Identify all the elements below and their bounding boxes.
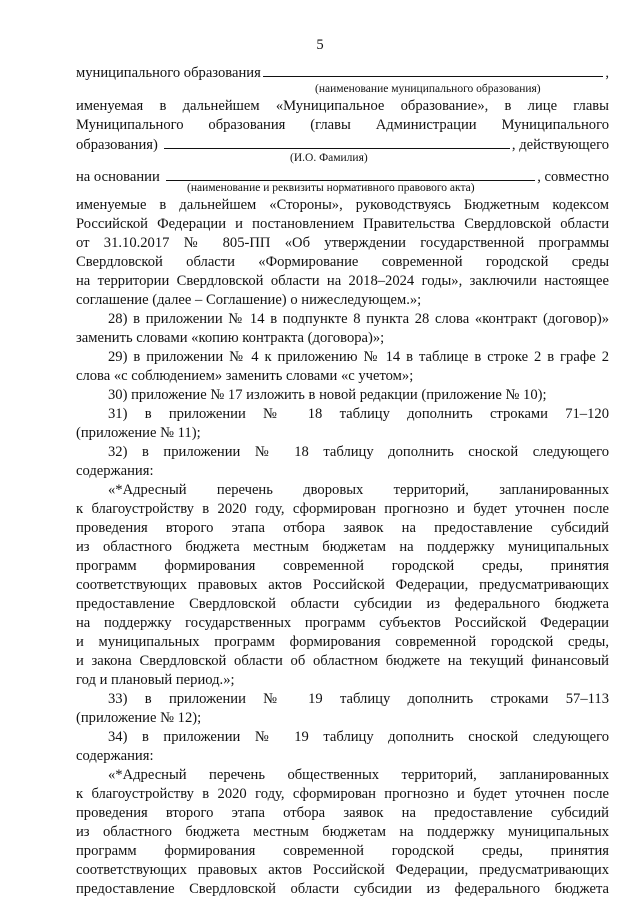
item-29-line: 29) в приложении № 4 к приложению № 14 в таблице в строке 2 в графе 2 — [108, 349, 609, 365]
item-31-line: (приложение № 11); — [76, 425, 201, 441]
header-line-2: именуемая в дальнейшем «Муниципальное образование», в лице главы — [76, 98, 609, 114]
footnote-32-line: год и плановый период.»; — [76, 672, 235, 688]
caption-legal-act: (наименование и реквизиты нормативного правового акта) — [187, 182, 475, 194]
footnote-34-line: проведения второго этапа отбора заявок на предоставление субсидий — [76, 805, 609, 821]
footnote-32-line: соответствующих правовых актов Российской Федерации, предусматривающих — [76, 577, 609, 593]
head-name-blank — [164, 134, 510, 149]
footnote-34-line: программ формирования современной городской среды, принятия — [76, 843, 609, 859]
footnote-34-line: соответствующих правовых актов Российской Федерации, предусматривающих — [76, 862, 609, 878]
footnote-32-line: проведения второго этапа отбора заявок на предоставление субсидий — [76, 520, 609, 536]
item-33-line: (приложение № 12); — [76, 710, 202, 726]
footnote-34-line: из областного бюджета местным бюджетам на поддержку муниципальных — [76, 824, 609, 840]
footnote-32-line: на поддержку государственных программ субъектов Российской Федерации — [76, 615, 609, 631]
header-line-4-prefix: образования) — [76, 137, 158, 153]
item-28-line: 28) в приложении № 14 в подпункте 8 пункта 28 слова «контракт (договор)» — [108, 311, 609, 327]
caption-fio: (И.О. Фамилия) — [290, 152, 368, 164]
body-line: Российской Федерации и постановлением Правительства Свердловской области — [76, 216, 609, 232]
caption-municipality: (наименование муниципального образования) — [315, 83, 541, 95]
municipality-name-blank — [263, 62, 604, 77]
body-line: Свердловской области «Формирование современной городской среды — [76, 254, 609, 270]
item-29-line: слова «с соблюдением» заменить словами «с учетом»; — [76, 368, 414, 384]
body-line: от 31.10.2017 № 805-ПП «Об утверждении государственной программы — [76, 235, 609, 251]
footnote-32-line: предоставление Свердловской области субсидии из федерального бюджета — [76, 596, 609, 612]
header-line-4-suffix: , действующего — [511, 137, 609, 153]
body-line: соглашение (далее – Соглашение) о нижеследующем.»; — [76, 292, 422, 308]
item-32-line: 32) в приложении № 18 таблицу дополнить сноской следующего — [108, 444, 609, 460]
footnote-32-line: к благоустройству в 2020 году, сформирован прогнозно и будет уточнен после — [76, 501, 609, 517]
footnote-32-line: «*Адресный перечень дворовых территорий, запланированных — [108, 482, 609, 498]
header-line-5-suffix: , совместно — [537, 169, 609, 185]
footnote-32-line: программ формирования современной городской среды, принятия — [76, 558, 609, 574]
footnote-32-line: и закона Свердловской области об областном бюджете на текущий финансовый — [76, 653, 609, 669]
footnote-32-line: и муниципальных программ формирования современной городской среды, — [76, 634, 609, 650]
footnote-34-line: к благоустройству в 2020 году, сформирован прогнозно и будет уточнен после — [76, 786, 609, 802]
item-34-line: 34) в приложении № 19 таблицу дополнить сноской следующего — [108, 729, 609, 745]
body-line: на территории Свердловской области на 2018–2024 годы», заключили настоящее — [76, 273, 609, 289]
item-34-line: содержания: — [76, 748, 154, 764]
footnote-34-line: предоставление Свердловской области субсидии из федерального бюджета — [76, 881, 609, 897]
header-line-1 — [76, 62, 609, 83]
item-30-line: 30) приложение № 17 изложить в новой редакции (приложение № 10); — [108, 387, 547, 403]
header-line-5-prefix: на основании — [76, 169, 160, 185]
page-number: 5 — [316, 37, 324, 53]
header-line-1-prefix: муниципального образования — [76, 65, 261, 81]
item-28-line: заменить словами «копию контракта (договора)»; — [76, 330, 385, 346]
footnote-32-line: из областного бюджета местным бюджетам на поддержку муниципальных — [76, 539, 609, 555]
item-32-line: содержания: — [76, 463, 154, 479]
header-line-3: Муниципального образования (главы Администрации Муниципального — [76, 117, 609, 133]
header-line-1-suffix: , — [605, 65, 609, 81]
item-33-line: 33) в приложении № 19 таблицу дополнить строками 57–113 — [108, 691, 609, 707]
item-31-line: 31) в приложении № 18 таблицу дополнить строками 71–120 — [108, 406, 609, 422]
legal-act-blank — [166, 166, 535, 181]
footnote-34-line: «*Адресный перечень общественных территорий, запланированных — [108, 767, 609, 783]
body-line: именуемые в дальнейшем «Стороны», руководствуясь Бюджетным кодексом — [76, 197, 609, 213]
